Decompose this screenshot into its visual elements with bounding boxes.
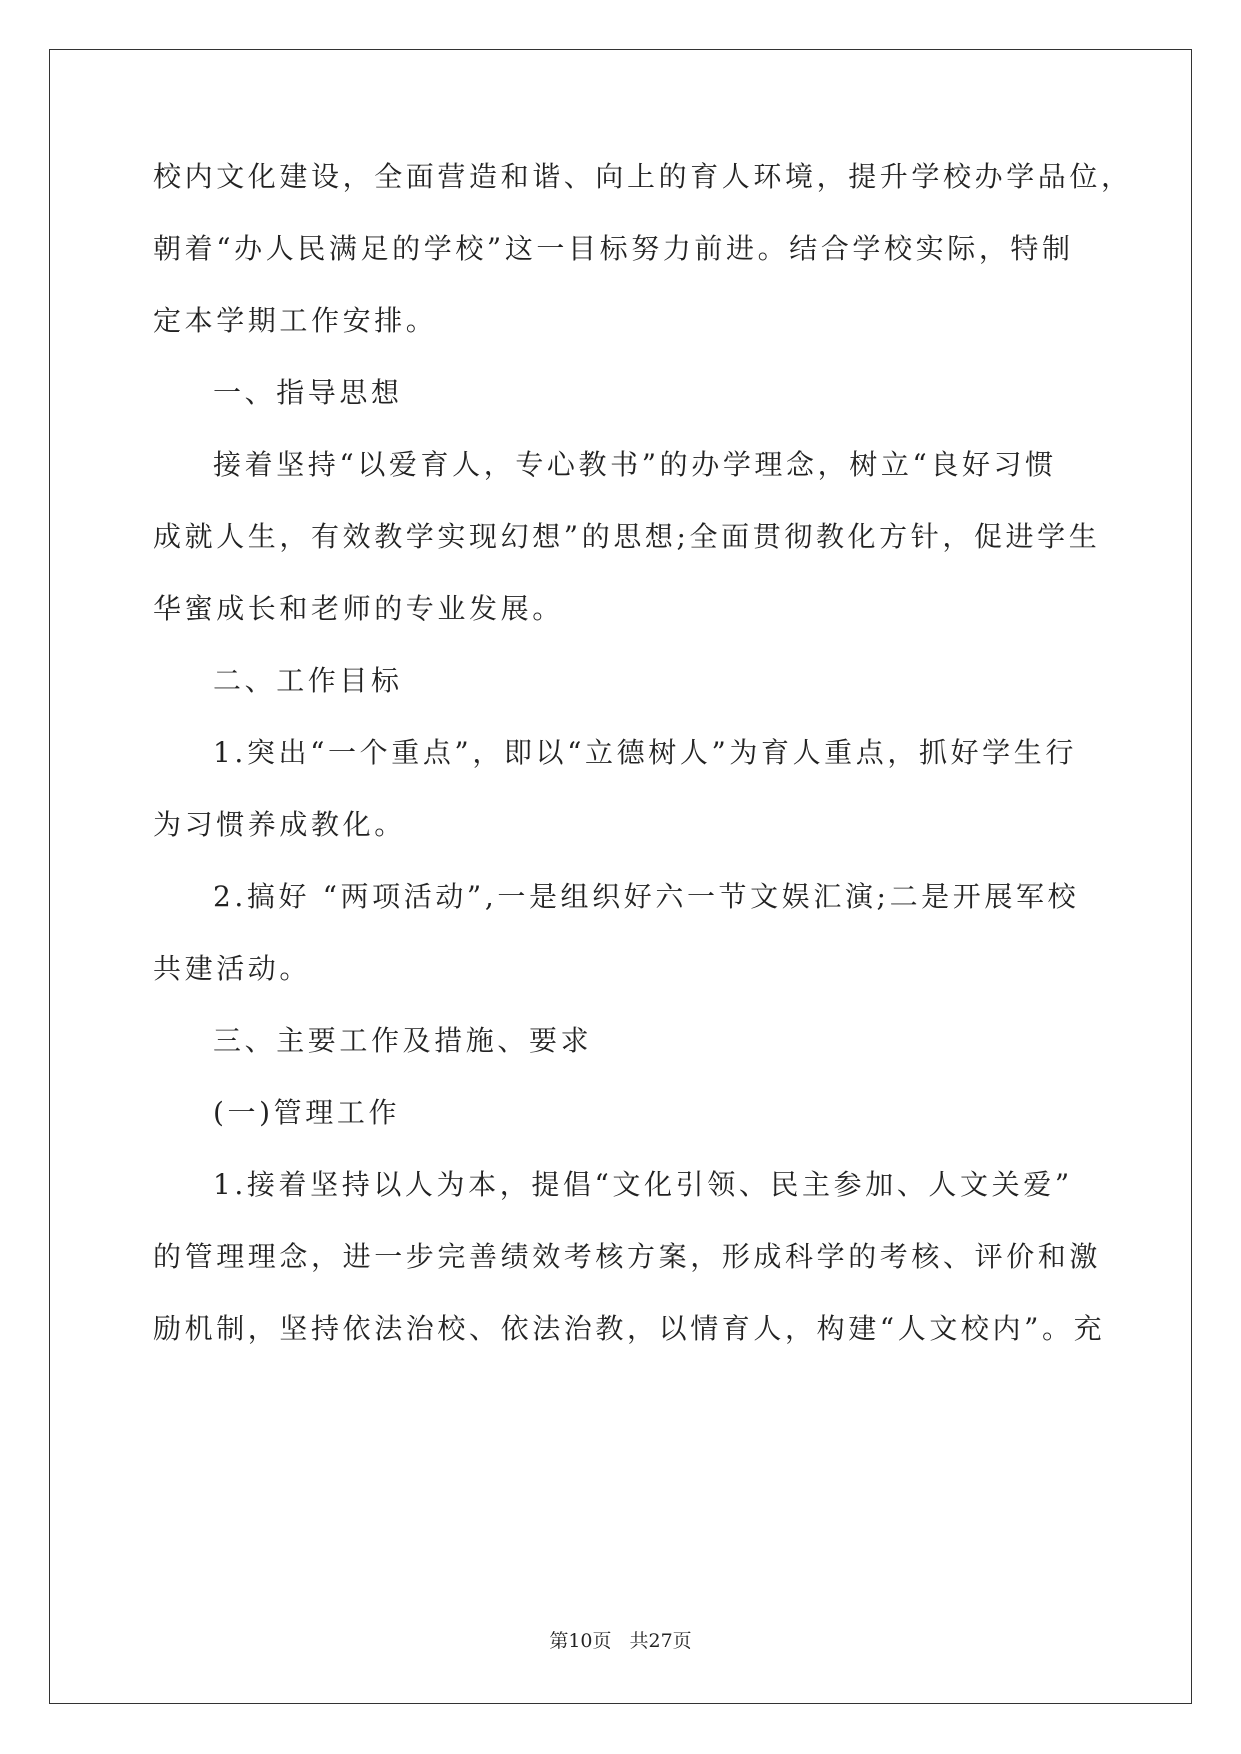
page-number: 第10页 — [549, 1630, 612, 1652]
section-heading-3: 三、主要工作及措施、要求 — [213, 1024, 593, 1057]
page-total: 共27页 — [629, 1630, 692, 1652]
subsection-heading: (一)管理工作 — [213, 1096, 401, 1129]
body-line-9: 2.搞好 “两项活动”,一是组织好六一节文娱汇演;二是开展军校 — [213, 880, 1080, 913]
body-line-11: 1.接着坚持以人为本，提倡“文化引领、民主参加、人文关爱” — [213, 1168, 1073, 1201]
body-line-2: 朝着“办人民满足的学校”这一目标努力前进。结合学校实际，特制 — [153, 232, 1074, 265]
body-line-3: 定本学期工作安排。 — [153, 304, 438, 337]
body-line-13: 励机制，坚持依法治校、依法治教，以情育人，构建“人文校内”。充 — [153, 1312, 1106, 1345]
body-line-10: 共建活动。 — [153, 952, 312, 985]
page-footer — [0, 1626, 1241, 1653]
body-line-8: 为习惯养成教化。 — [153, 808, 406, 841]
body-line-1: 校内文化建设，全面营造和谐、向上的育人环境，提升学校办学品位， — [153, 160, 1133, 193]
body-line-5: 成就人生，有效教学实现幻想”的思想;全面贯彻教化方针，促进学生 — [153, 520, 1101, 553]
body-line-7: 1.突出“一个重点”，即以“立德树人”为育人重点，抓好学生行 — [213, 736, 1077, 769]
body-line-12: 的管理理念，进一步完善绩效考核方案，形成科学的考核、评价和激 — [153, 1240, 1102, 1273]
section-heading-1: 一、指导思想 — [213, 376, 403, 409]
body-line-4: 接着坚持“以爱育人，专心教书”的办学理念，树立“良好习惯 — [213, 448, 1057, 481]
body-line-6: 华蜜成长和老师的专业发展。 — [153, 592, 564, 625]
section-heading-2: 二、工作目标 — [213, 664, 403, 697]
